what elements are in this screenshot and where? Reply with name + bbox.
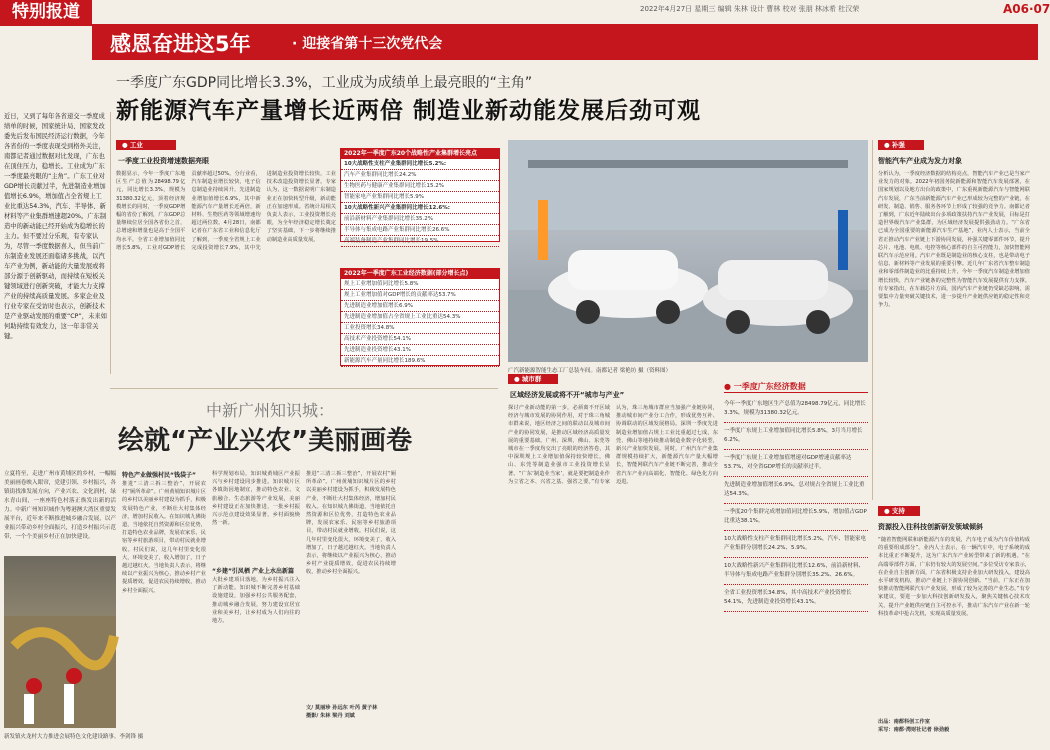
panel-row: 10大战略性新兴产业集群同比增长12.6%: [341, 203, 499, 214]
panel-row: 工业投资增长34.8% [341, 323, 499, 334]
lead-paragraph: 近日，又到了每年各省递交一季度成绩单的时候，国家统计局、国家发改委先后发布国民经济运行数据，今年各省份的一季度表现受到格外关注，南都记者通过数据对比发现，广东也在顶住压力，稳增长。工业成为广东一季度最亮眼的“主角”。广东工业对GDP增长贡献过半，先进制造业增加值增长6.9%，增加值占全省规上工业比重达54.3%，汽车、半导体、新材料等产业集群增速超20%。广东制造中的新动能已经开始成为稳增长的主力。但不要过分乐观，有专家认为，尽管一季度数据喜人，但当前广东制造业发展还面临诸多挑战，以汽车产业为例，新动能的大量发展或将部分源于创新驱动，而持续在短板关键领域进行创新突破，才能大力支撑产业的持续高质量发展。多家企业及行业专家在受访时也表示，创新技术是产业驱动发展的重要“CP”，未来如何助持续有效发力，这一年非常关键。 [4, 113, 107, 340]
section-bar-reinforce: ● 补强 [878, 140, 924, 150]
factory-photo [508, 140, 868, 362]
panel-row: 智能家电产业集群同比增长5.9% [341, 192, 499, 203]
panel-row: 先进制造业增加值占全省规上工业比重达54.3% [341, 312, 499, 323]
stats-title: ● 一季度广东经济数据 [724, 382, 806, 391]
section-tag: 特别报道 [0, 0, 92, 24]
column-divider [110, 112, 111, 374]
feature-rule [110, 388, 498, 389]
stats-header [724, 374, 868, 393]
panel-row: 规上工业增加值同比增长5.8% [341, 279, 499, 290]
panel-row: 10大战略性支柱产业集群同比增长5.2%: [341, 159, 499, 170]
stat-item: 一季度广东规上工业增加值同比增长5.8%，3月当月增长6.2%。 [724, 423, 868, 450]
panel-row: 高端装备制造产业集群同比增长19.5% [341, 236, 499, 247]
section-bar-city: ● 城市群 [508, 374, 558, 384]
feature-heading-2: “乡建”引凤栖 产业上水出新篇 [212, 568, 294, 575]
feature-credit: 文/ 莫丽珍 孙远东 叶芮 黄子林 摄影/ 朱林 梁丹 刘斌 [306, 705, 378, 720]
banner-title: 感恩奋进这5年 [110, 32, 251, 56]
section-bar-support: ● 支持 [878, 506, 920, 516]
feature-text-1: 推进“三清三拆三整治”，开展农村“厕所革命”。广州黄埔知识城片区的乡村以美丽乡村建设为抓手，积极发展特色产业，不断壮大村集体经济，增加村民收入。在知识城九佛街道，当地依托自然资源和区位优势，打造特色农业品牌，发展农家乐、民宿等乡村旅游项目，带动村民就业增收。村民们说，这几年村里变化很大，环境变美了，收入增加了，日子越过越红火。当地负责人表示，将继续以产业振兴为核心，推动乡村产业提质增效，促进农民持续增收，推动乡村全面振兴。 [122, 481, 206, 594]
feature-text-3: 大批乡建项目落地，为乡村振兴注入了新动能。知识城不断完善乡村基础设施建设，加强乡村公共服务配套，推动城乡融合发展，努力建设宜居宜业和美乡村，让乡村成为人们向往的地方。 [212, 577, 300, 625]
main-subhead: 一季度广东GDP同比增长3.3%，工业成为成绩单上最亮眼的“主角” [116, 75, 533, 91]
stat-item: 10大战略性新兴产业集群同比增长12.6%，前沿新材料、半导体与集成电路产业集群分别增长35.2%、26.6%。 [724, 558, 868, 585]
panel-row: 先进制造业投资增长43.1% [341, 345, 499, 356]
panel-row: 前沿新材料产业集群同比增长35.2% [341, 214, 499, 225]
banner-subtitle: · 迎接省第十三次党代会 [292, 36, 443, 52]
panel-row: 半导体与集成电路产业集群同比增长26.6% [341, 225, 499, 236]
stat-item: 一季度20个集群完成增加值同比增长5.9%，增加值占GDP比重达38.1%。 [724, 504, 868, 531]
feature-intro: 立夏将至，走进广州市黄埔区的乡村，一幅幅美丽画卷映入眼帘，党建引领、乡村振兴，各镇街找准发展方向，产业兴农、文化润村，绿水青山间，一座座特色村落正焕发出新的活力。中新广州知识城作为粤港澳大湾区重要发展平台，近年来不断推进城乡融合发展，以产业振兴带动乡村全面振兴，打造乡村振兴示范带，一个个美丽乡村正在加快建设。 [4, 471, 116, 540]
cluster-panel-title: 2022年一季度广东20个战略性产业集群增长亮点 [341, 149, 499, 159]
section-text-city: 探讨产业新动能的第一步，必须离不开区域经济与城市发展的协同作用，对于珠三角城市群来说，地区经济之间的联动以及城市间产业的协同发展，是推动区域经济高质量发展的重要基础。广州、深圳、佛山、东莞等城市在一季度均交出了亮眼的经济答卷，其中深圳规上工业增加值保持较快增长，佛山、东莞等制造业强市工业投资增长显著。“广东‘制造业当家’，就是要把制造业作为立省之本、兴省之基、强省之要。”有专家认为，珠三角城市群应当加强产业链协同，推动城市间产业分工合作，形成优势互补、协调联动的区域发展格局。深圳一季度先进制造业增加值占规上工业比重超过七成，东莞、佛山等地持续推动制造业数字化转型，新兴产业加快发展。同时，广州汽车产业集群规模持续扩大，新能源汽车产量大幅增长，智能网联汽车产业链不断完善，推动全省汽车产业向高端化、智能化、绿色化方向迈进。 [508, 405, 718, 485]
stats-list [724, 396, 868, 742]
page-meta: 2022年4月27日 星期三 编辑 朱林 设计 曹林 校对 张朋 林冰希 杜汉荣 [640, 5, 860, 13]
feature-kicker: 中新广州知识城： [206, 401, 335, 420]
dragon-dance-photo [4, 556, 116, 728]
industry-panel [340, 268, 500, 366]
dragon-dance-illustration [4, 556, 116, 728]
section-text-support: “随着智能网联和新能源汽车的发展，汽车电子成为汽车价值构成的重要组成部分”，业内人士表示，在一辆汽车中，电子系统的成本比重正不断提升，这为广东汽车产业转型带来了新的机遇。“在高端零部件方面，广东仍有较大的发展空间。”多位受访专家表示，在企业自主创新方面，广东省积极支持企业加大研发投入，建设高水平研发机构，推动产业链上下游协同创新。“当前，广东正在加快推动智能网联汽车产业发展，形成了较为完善的产业生态。”有专家建议，要进一步加大科技创新研发投入，聚焦关键核心技术攻关，提升产业链供应链自主可控水平，推动广东汽车产业在新一轮科技革命中抢占先机，实现高质量发展。 [878, 537, 1030, 617]
section-title-support: 资源投入往科技创新研发领域倾斜 [878, 523, 983, 531]
feature-text-2: 科学规划布局，知识城黄埔区产业振兴与乡村建设同步推进。知识城片区各镇街因地制宜，推动特色农业、文旅融合、生态旅游等产业发展，美丽乡村建设正在加快推进，一批乡村振兴示范点建设效果显著，乡村面貌焕然一新。 [212, 471, 300, 527]
section-title-reinforce: 智能汽车产业成为发力对象 [878, 157, 962, 165]
section-text-industry: 数据显示，今年一季度广东地区生产总值为28498.79亿元，同比增长3.3%，规模为31380.32亿元，顶着经济规模增长的同时，一季度GDP增幅的省份了解到，广东GDP总量继续位居全国各省份之首，总增速和增量也是高于全国平均水平。全省工业增加值同比增长5.8%，工业对GDP增长贡献率超过50%。分行业看，汽车制造业增长较快，电子信息制造业持续回升，先进制造业增加值增长6.9%，其中新能源汽车产量增长近两倍，新材料、生物医药等领域增速均超过两位数。4月28日，南都记者在广东省工业和信息化厅了解到，一季度全省规上工业完成投资增长7.9%，其中先进制造业投资增长较快，工业技术改造投资增长显著。专家认为，这一数据说明广东制造业正在加快转型升级，新动能正在加速形成。省统计局相关负责人表示，工业投资增长亮眼，为全年经济稳定增长奠定了坚实基础，下一步将继续推动制造业高质量发展。 [116, 171, 336, 251]
section-bar-industry: ● 工业 [116, 140, 176, 150]
stat-item: 10大战略性支柱产业集群同比增长5.2%，汽车、智能家电产业集群分别增长24.2%、5.9%。 [724, 531, 868, 558]
stat-item: 今年一季度广东地区生产总值为28498.79亿元，同比增长3.3%，规模为31380.32亿元。 [724, 396, 868, 423]
factory-photo-caption: 广汽新能源智能生态工厂总装车间。南都记者 梁艳坊 摄（资料图） [508, 368, 671, 374]
industry-panel-title: 2022年一季度广东工业经济数据(部分增长点) [341, 269, 499, 279]
dragon-dance-caption: 新发镇火龙村大力推进会展特色文化建设路事。李剑锋 摄 [4, 734, 144, 740]
cluster-panel [340, 148, 500, 242]
panel-row: 汽车产业集群同比增长24.2% [341, 170, 499, 181]
section-title-city: 区域经济发展或将不开“城市与产业” [510, 391, 625, 399]
panel-row: 先进制造业增加值增长6.9% [341, 301, 499, 312]
panel-row: 规上工业增加值对GDP增长的贡献率达53.7% [341, 290, 499, 301]
panel-row: 新能源汽车产量同比增长189.6% [341, 356, 499, 367]
cluster-panel-rows [341, 159, 499, 247]
stat-item: 先进制造业增加值增长6.9%，总对规占全省规上工业比重达54.3%。 [724, 477, 868, 504]
industry-panel-rows [341, 279, 499, 367]
panel-row: 生物医药与健康产业集群同比增长15.2% [341, 181, 499, 192]
page-number: A06·07 [1003, 2, 1050, 16]
main-headline: 新能源汽车产量增长近两倍 制造业新动能发展后劲可观 [116, 98, 702, 124]
column-divider-right [872, 140, 873, 500]
feature-heading-1: 特色产业做强村民“钱袋子” [122, 472, 196, 479]
feature-text-4: 推进“三清三拆三整治”，开展农村“厕所革命”。广州黄埔知识城片区的乡村以美丽乡村建设为抓手，积极发展特色产业，不断壮大村集体经济，增加村民收入。在知识城九佛街道，当地依托自然资源和区位优势，打造特色农业品牌，发展农家乐、民宿等乡村旅游项目，带动村民就业增收。村民们说，这几年村里变化很大，环境变美了，收入增加了，日子越过越红火。当地负责人表示，将继续以产业振兴为核心，推动乡村产业提质增效，促进农民持续增收，推动乡村全面振兴。 [306, 471, 396, 576]
panel-row: 高技术产业投资增长54.1% [341, 334, 499, 345]
factory-scene-illustration [508, 140, 868, 362]
section-title-industry: 一季度工业投资增速数据亮眼 [118, 157, 209, 165]
stat-item: 全省工业投资增长34.8%，其中高技术产业投资增长54.1%，先进制造业投资增长43.1%。 [724, 585, 868, 612]
section-credit-support: 出品：南都科创工作室 采写：南都·湾财社记者 徐劲毅 [878, 719, 950, 734]
feature-title: 绘就“产业兴农”美丽画卷 [118, 426, 413, 456]
stat-item: 一季度广东规上工业增加值增速对GDP增速贡献率达53.7%，对全省GDP增长的贡献率过半。 [724, 450, 868, 477]
section-text-reinforce: 分析认为，一季度经济数据的结构亮点，智能汽车产业已是当家产业发力的对象。2022年初国务院新能源和智能汽车发展部署，在国家规划以及地方出台的政策中，广东重视新能源汽车与智能网联汽车发展，广东当前新能源汽车产业已形成较为完整的产业链，在研发、制造、销售、服务各环节上形成了较强的竞争力。南都记者了解到，广东近年陆续出台多项政策扶持汽车产业发展，目标是打造世界级汽车产业集群，为区域经济发展提供强劲动力。“广东省已成为全国重要的新能源汽车生产基地”，业内人士表示，当前全省正推动汽车产业链上下游协同发展，补强关键零部件环节，提升芯片、电池、电机、电控等核心部件的自主可控能力，加快智能网联汽车示范应用。汽车产业既是制造业的核心支柱，也是带动电子信息、新材料等产业发展的重要引擎。近几年广东省汽车整车制造业和零部件制造业的比重持续上升，今年一季度汽车制造业增加值增长较快，汽车产业链条的完整性为智能汽车发展提供有力支撑。有专家指出，在车载芯片方面，国内汽车产业链仍受缺芯影响，需要集中力量突破关键技术，进一步提升产业链供应链的稳定性和竞争力。 [878, 171, 1030, 309]
